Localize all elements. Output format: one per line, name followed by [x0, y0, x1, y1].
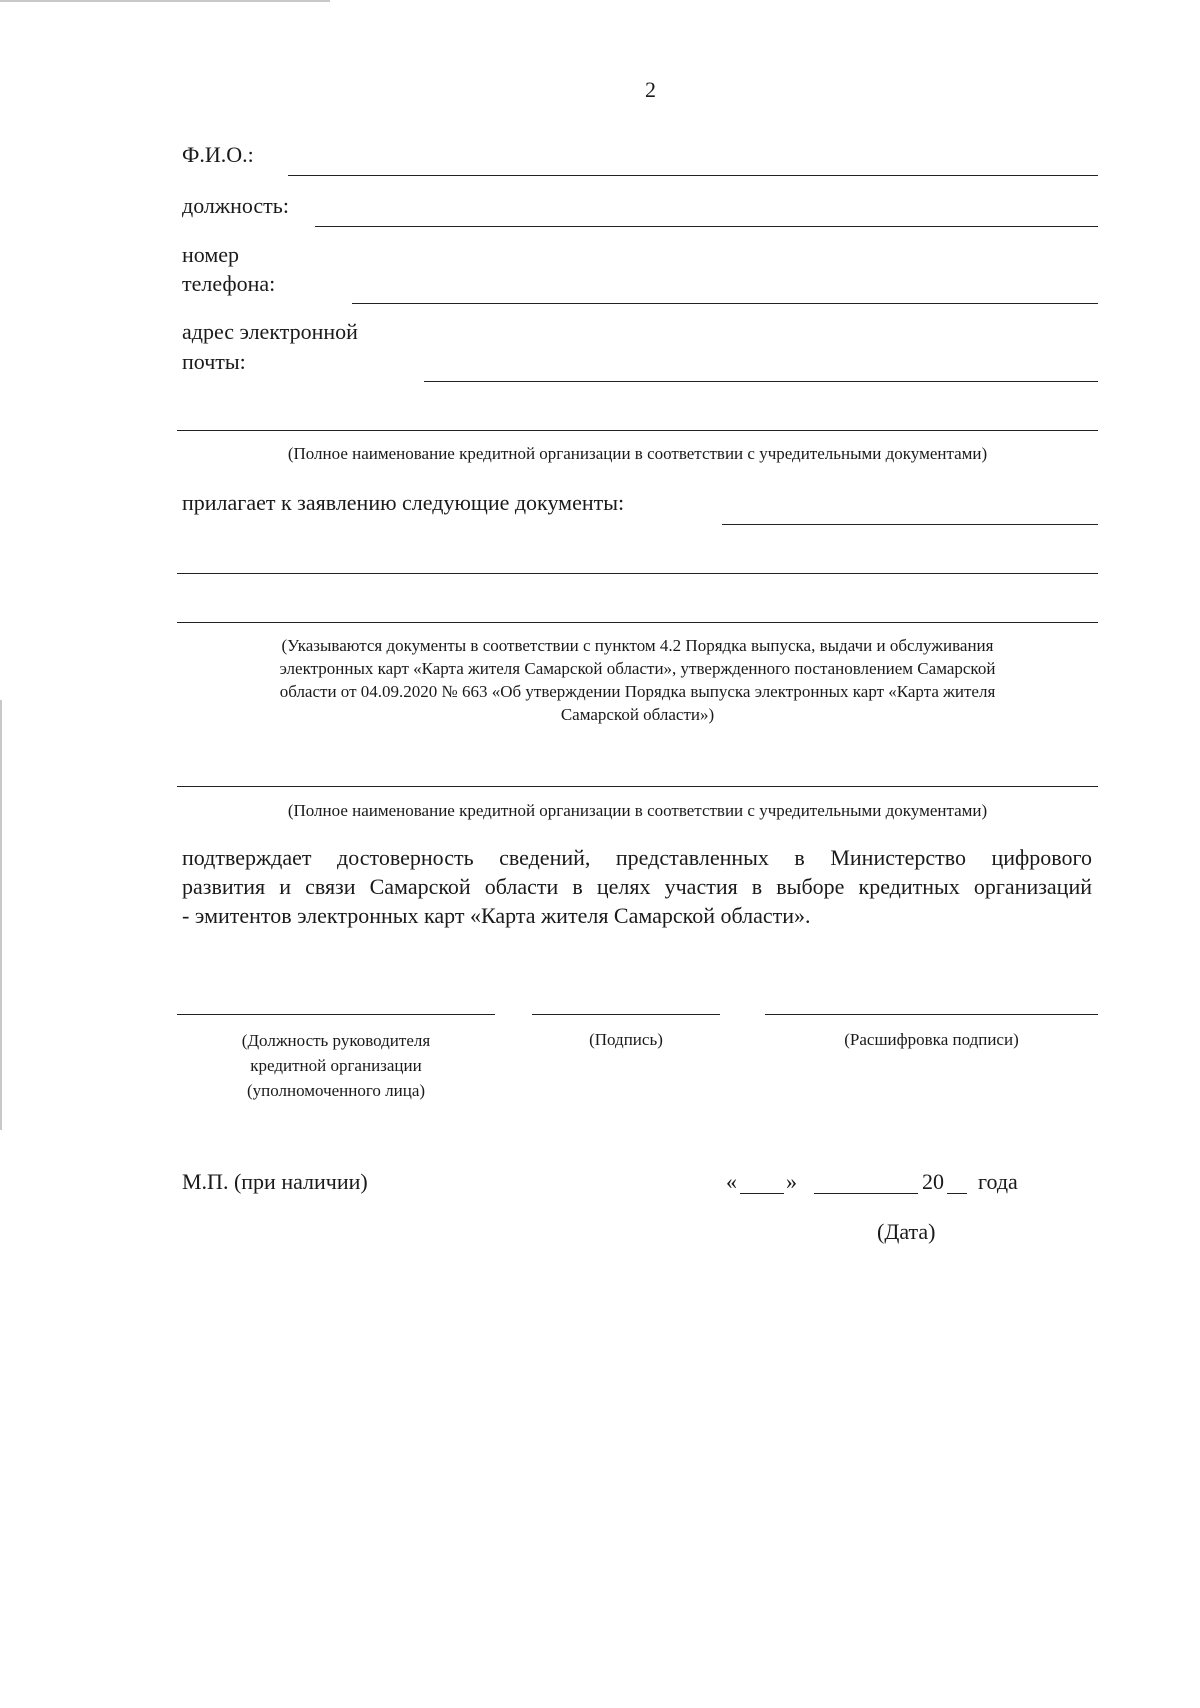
- attaches-input-line[interactable]: [722, 524, 1098, 525]
- documents-line-1[interactable]: [177, 573, 1098, 574]
- date-open-quote: «: [726, 1169, 737, 1194]
- confirm-paragraph-line: развития и связи Самарской области в целях участия в выборе кредитных организаций: [182, 874, 1092, 899]
- org-name-line-1[interactable]: [177, 430, 1098, 431]
- position-caption-line: кредитной организации: [250, 1056, 422, 1075]
- confirm-paragraph-line: подтверждает достоверность сведений, представленных в Министерство цифрового: [182, 845, 1092, 870]
- position-caption-line: (Должность руководителя: [241, 1031, 431, 1050]
- decoding-caption: (Расшифровка подписи): [844, 1030, 1019, 1049]
- date-year-line[interactable]: [947, 1193, 967, 1194]
- date-caption: (Дата): [877, 1219, 936, 1244]
- position-input-line[interactable]: [315, 226, 1098, 227]
- documents-note-line: Самарской области»): [560, 705, 715, 724]
- date-month-line[interactable]: [814, 1193, 918, 1194]
- documents-note-line: (Указываются документы в соответствии с пунктом 4.2 Порядка выпуска, выдачи и обслуживания: [281, 636, 994, 655]
- scan-edge-left: [0, 700, 2, 1130]
- date-year-prefix: 20: [922, 1169, 944, 1194]
- email-input-line[interactable]: [424, 381, 1098, 382]
- date-close-quote: »: [786, 1169, 797, 1194]
- org-name-line-2[interactable]: [177, 786, 1098, 787]
- org-caption-2: (Полное наименование кредитной организации в соответствии с учредительными документами): [287, 801, 988, 820]
- documents-note-line: области от 04.09.2020 № 663 «Об утверждении Порядка выпуска электронных карт «Карта жителя: [279, 682, 996, 701]
- documents-note: [177, 634, 1098, 726]
- phone-label-line1: номер: [182, 242, 240, 267]
- date-day-line[interactable]: [740, 1193, 784, 1194]
- scan-edge-top: [0, 0, 330, 2]
- position-label: должность:: [182, 193, 289, 218]
- signature-caption: (Подпись): [589, 1030, 663, 1049]
- position-caption-line: (уполномоченного лица): [246, 1081, 426, 1100]
- position-signature-line[interactable]: [177, 1014, 495, 1015]
- org-caption-1: (Полное наименование кредитной организации в соответствии с учредительными документами): [287, 444, 988, 463]
- email-label-line1: адрес электронной: [182, 319, 358, 344]
- confirm-paragraph-line: - эмитентов электронных карт «Карта жителя Самарской области».: [182, 903, 811, 928]
- phone-input-line[interactable]: [352, 303, 1098, 304]
- documents-note-line: электронных карт «Карта жителя Самарской области», утвержденного постановлением Самарской: [279, 659, 996, 678]
- documents-line-2[interactable]: [177, 622, 1098, 623]
- phone-label-line2: телефона:: [182, 271, 276, 296]
- confirm-paragraph: [182, 843, 1092, 930]
- signature-decoding-line[interactable]: [765, 1014, 1098, 1015]
- email-label-line2: почты:: [182, 349, 246, 374]
- signature-line[interactable]: [532, 1014, 720, 1015]
- stamp-text: М.П. (при наличии): [182, 1169, 368, 1194]
- position-caption: [177, 1028, 495, 1103]
- fio-label: Ф.И.О.:: [182, 142, 254, 167]
- page-number: 2: [645, 77, 656, 102]
- attaches-text: прилагает к заявлению следующие документы:: [182, 490, 625, 515]
- date-year-suffix: года: [978, 1169, 1018, 1194]
- fio-input-line[interactable]: [288, 175, 1098, 176]
